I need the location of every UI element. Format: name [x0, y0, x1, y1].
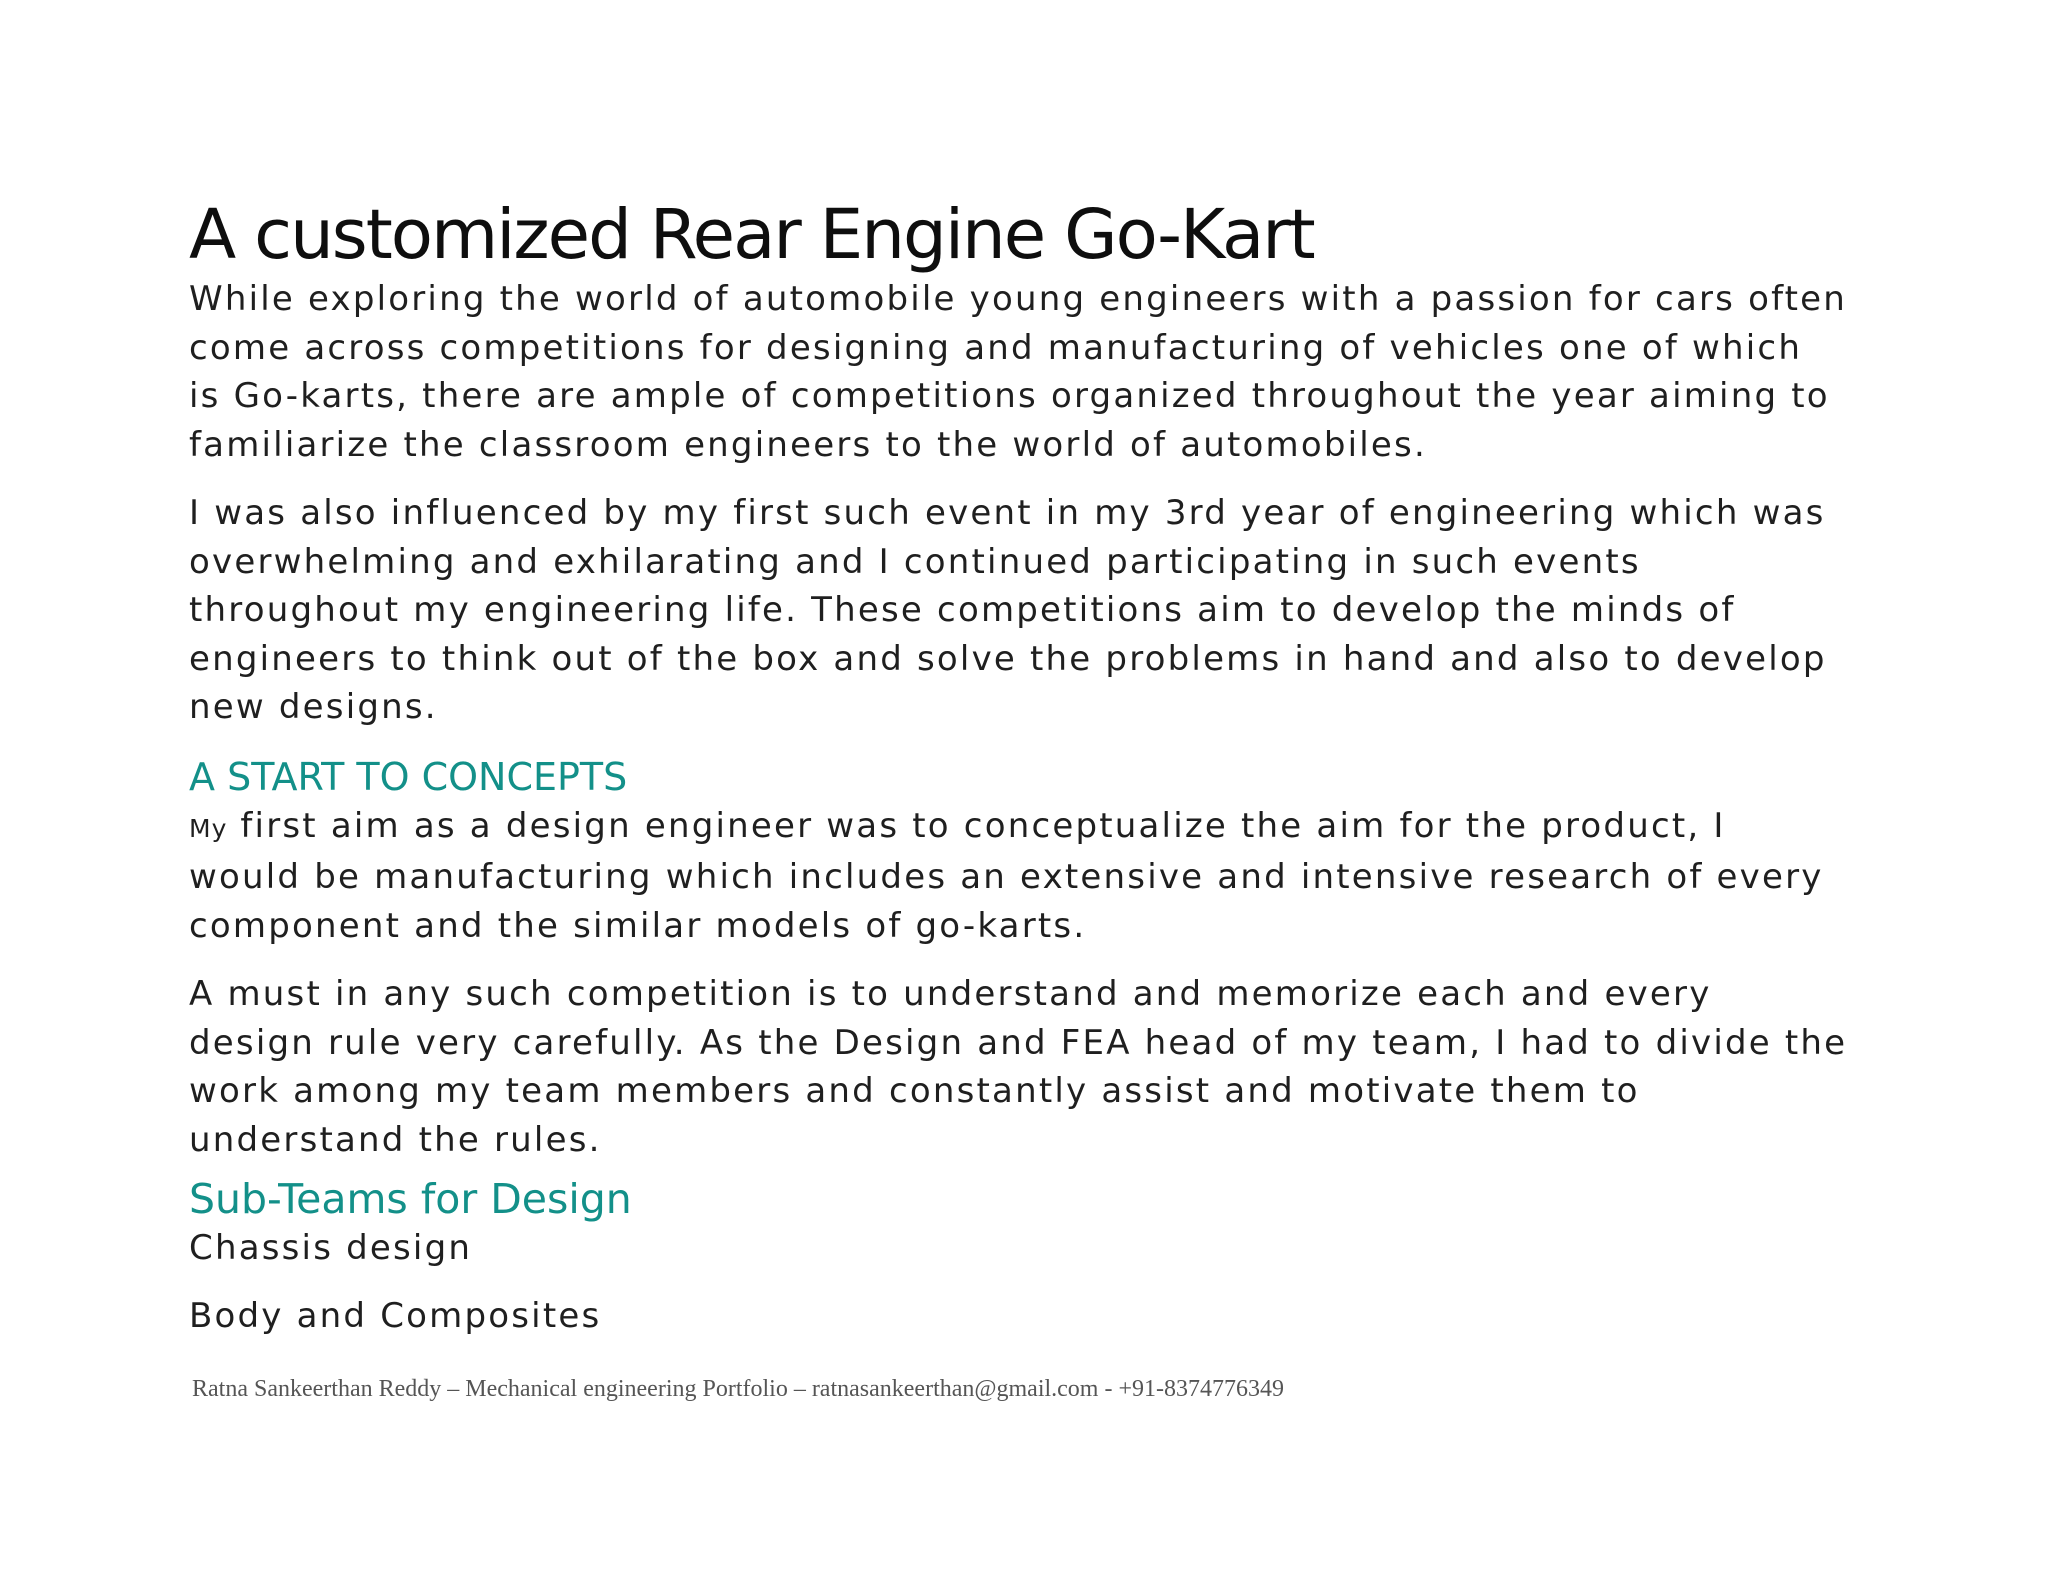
subteam-item: Chassis design — [189, 1228, 473, 1268]
spacer — [189, 1272, 1889, 1292]
influence-paragraph — [189, 489, 1889, 732]
subteam-item: Body and Composites — [189, 1296, 602, 1336]
page-footer: Ratna Sankeerthan Reddy – Mechanical engineering Portfolio – ratnasankeerthan@gmail.com - +91-8374776349 — [192, 1376, 1284, 1402]
intro-line: come across competitions for designing and manufacturing of vehicles one of which — [189, 327, 1803, 368]
intro-line: While exploring the world of automobile young engineers with a passion for cars often — [189, 279, 1848, 319]
page-content — [189, 195, 1889, 1340]
intro-line: is Go-karts, there are ample of competitions organized throughout the year aiming to — [189, 376, 1830, 416]
rules-line: A must in any such competition is to understand and memorize each and every — [189, 974, 1712, 1014]
concepts-heading: A START TO CONCEPTS — [189, 754, 628, 799]
concepts-line: would be manufacturing which includes an extensive and intensive research of every — [189, 857, 1824, 897]
influence-line: I was also influenced by my first such event in my 3rd year of engineering which was — [189, 493, 1826, 533]
rules-line: understand the rules. — [189, 1119, 602, 1160]
concepts-paragraph — [189, 802, 1889, 951]
spacer — [189, 732, 1889, 752]
subteams-heading: Sub-Teams for Design — [189, 1175, 632, 1223]
intro-line: familiarize the classroom engineers to the world of automobiles. — [189, 424, 1427, 465]
influence-line: overwhelming and exhilarating and I continued participating in such events — [189, 541, 1641, 582]
influence-line: throughout my engineering life. These competitions aim to develop the minds of — [189, 590, 1736, 630]
influence-line: engineers to think out of the box and solve the problems in hand and also to develop — [189, 638, 1827, 679]
rules-paragraph — [189, 970, 1889, 1164]
influence-line: new designs. — [189, 687, 438, 727]
rules-line: design rule very carefully. As the Design and FEA head of my team, I had to divide the — [189, 1022, 1848, 1063]
concepts-line: component and the similar models of go-karts. — [189, 905, 1087, 946]
rules-line: work among my team members and constantly assist and motivate them to — [189, 1071, 1640, 1111]
spacer — [189, 1164, 1889, 1174]
concepts-first-word: My — [189, 813, 228, 843]
spacer — [189, 950, 1889, 970]
spacer — [189, 469, 1889, 489]
intro-paragraph — [189, 275, 1889, 469]
concepts-line — [189, 802, 1889, 854]
concepts-first-line-rest: first aim as a design engineer was to conceptualize the aim for the product, I — [227, 805, 1726, 846]
page-title: A customized Rear Engine Go-Kart — [189, 195, 1314, 275]
